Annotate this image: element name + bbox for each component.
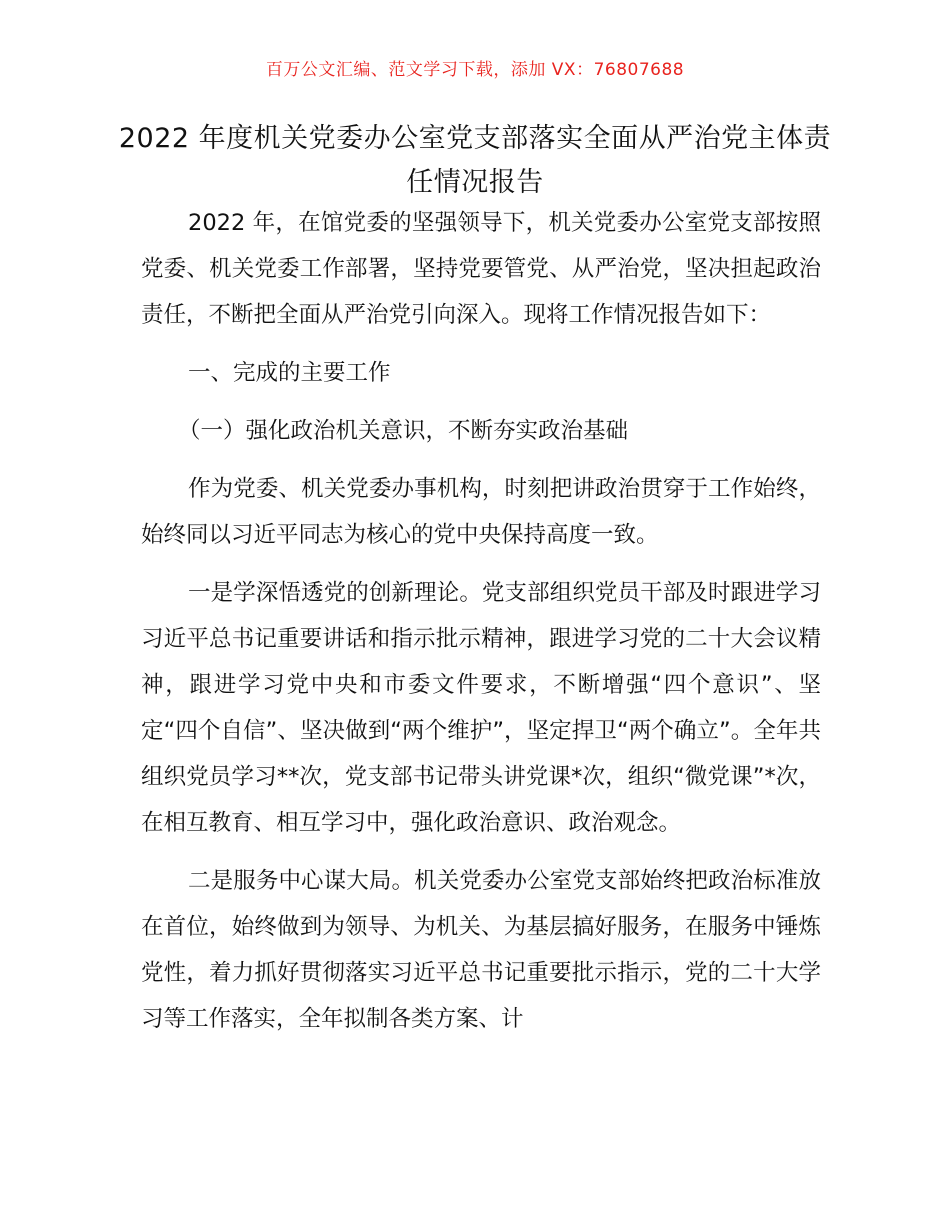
- intro-paragraph: 2022 年，在馆党委的坚强领导下，机关党委办公室党支部按照党委、机关党委工作部署，坚持党要管党、从严治党，坚决担起政治责任，不断把全面从严治党引向深入。现将工作情况报告如下：: [141, 210, 821, 328]
- document-body: [141, 200, 821, 1054]
- body-paragraph: 一是学深悟透党的创新理论。党支部组织党员干部及时跟进学习习近平总书记重要讲话和指示批示精神，跟进学习党的二十大会议精神，跟进学习党中央和市委文件要求，不断增强“四个意识”、坚定“四个自信”、坚决做到“两个维护”，坚定捍卫“两个确立”。全年共组织党员学习**次，党支部书记带头讲党课*次，组织“微党课”*次，在相互教育、相互学习中，强化政治意识、政治观念。: [141, 580, 821, 836]
- body-paragraph: 作为党委、机关党委办事机构，时刻把讲政治贯穿于工作始终，始终同以习近平同志为核心的党中央保持高度一致。: [141, 476, 821, 548]
- document-title: 2022 年度机关党委办公室党支部落实全面从严治党主体责任情况报告: [118, 123, 832, 198]
- subsection-heading-political-awareness: （一）强化政治机关意识，不断夯实政治基础: [178, 418, 629, 444]
- header-watermark-note: 百万公文汇编、范文学习下载，添加 VX：76807688: [265, 60, 685, 80]
- section-heading-main-work: 一、完成的主要工作: [188, 360, 391, 386]
- body-paragraph: 二是服务中心谋大局。机关党委办公室党支部始终把政治标准放在首位，始终做到为领导、为机关、为基层搞好服务，在服务中锤炼党性，着力抓好贯彻落实习近平总书记重要批示指示，党的二十大学习等工作落实，全年拟制各类方案、计: [141, 868, 821, 1032]
